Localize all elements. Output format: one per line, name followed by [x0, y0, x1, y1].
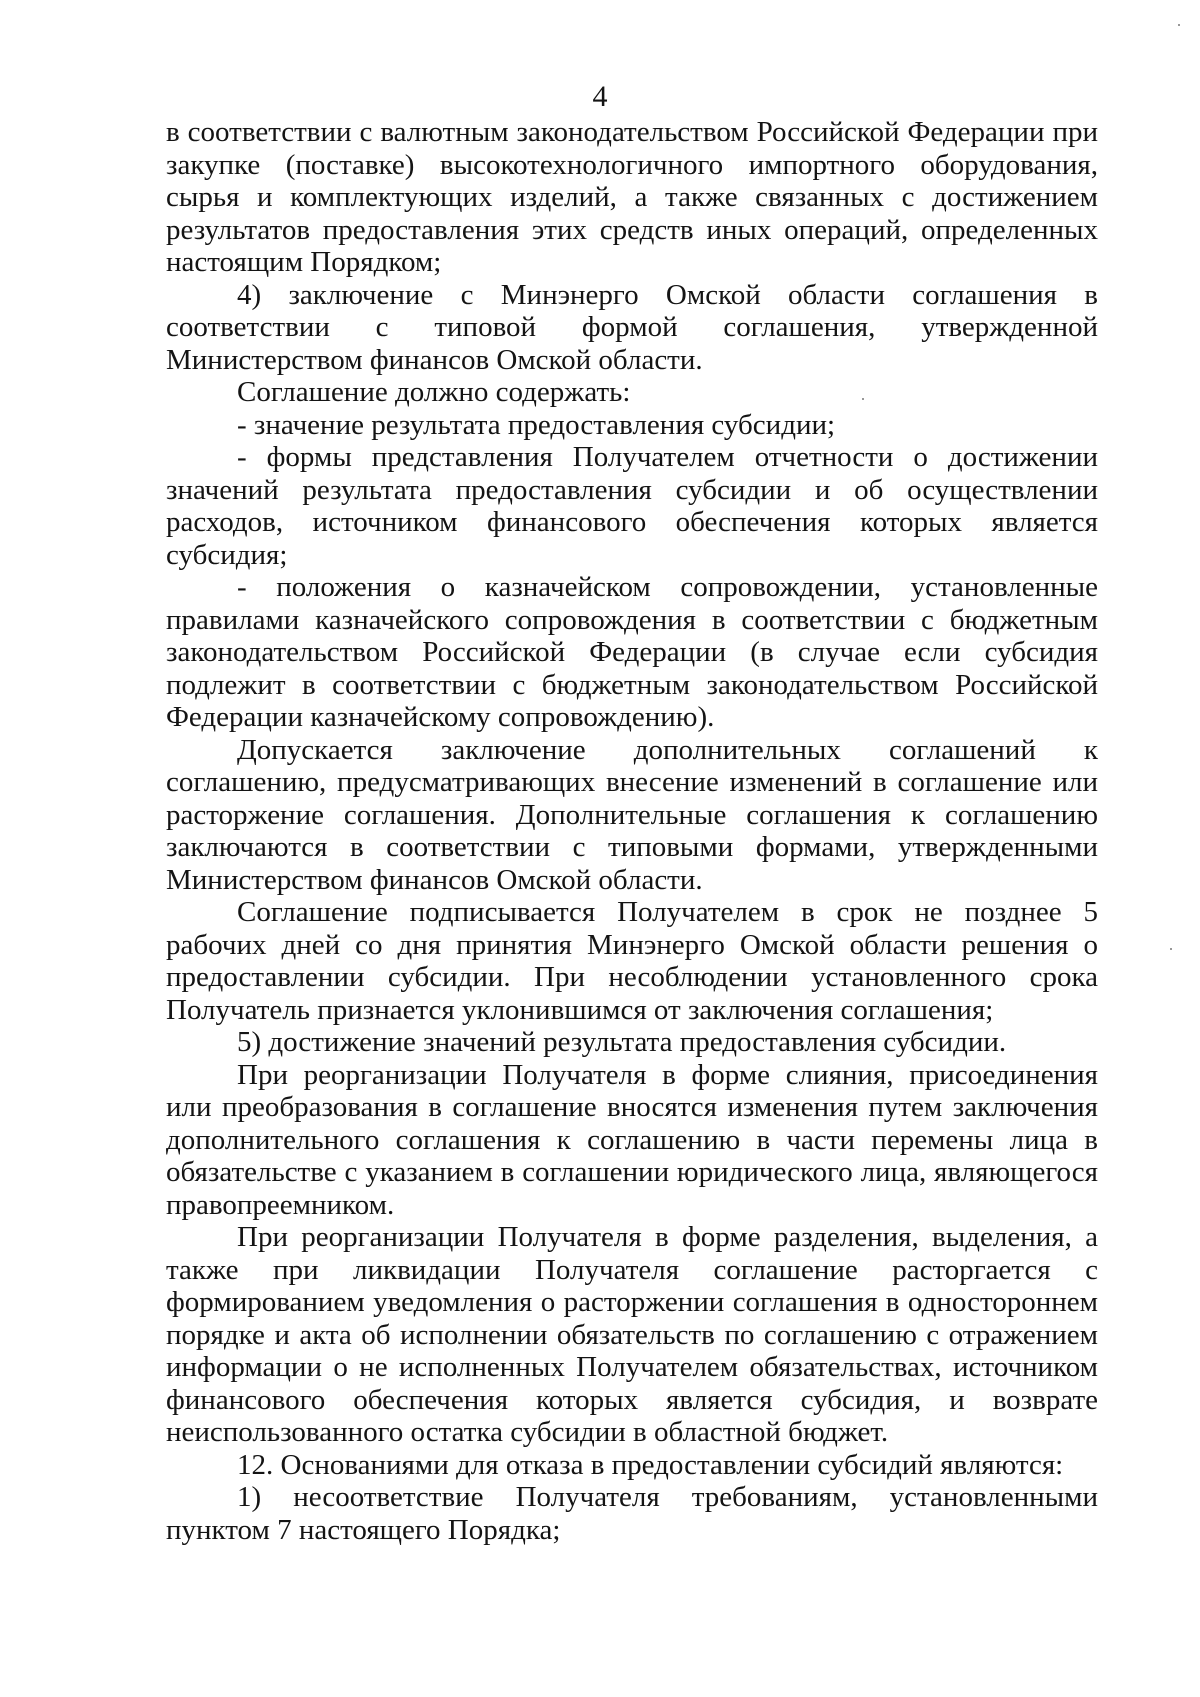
paragraph-reorganization-division: При реорганизации Получателя в форме разделения, выделения, а также при ликвидации Получателя соглашение расторгается с формированием уведомления о расторжении соглашения в одностороннем порядке и акта об исполнении обязательств по соглашению с отражением информации о не исполненных Получателем обязательствах, источником финансового обеспечения которых является субсидия, и возврате неиспользованного остатка субсидии в областной бюджет.: [166, 1221, 1098, 1448]
scan-speck: [1170, 948, 1172, 950]
page-number: 4: [592, 80, 608, 113]
paragraph-bullet-treasury-support: - положения о казначейском сопровождении, установленные правилами казначейского сопровождения в соответствии с бюджетным законодательством Российской Федерации (в случае если субсидия подлежит в соответствии с бюджетным законодательством Российской Федерации казначейскому сопровождению).: [166, 571, 1098, 733]
paragraph-reorganization-merger: При реорганизации Получателя в форме слияния, присоединения или преобразования в соглашение вносятся изменения путем заключения дополнительного соглашения к соглашению в части перемены лица в обязательстве с указанием в соглашении юридического лица, являющегося правопреемником.: [166, 1058, 1098, 1221]
paragraph-agreement-contents-intro: Соглашение должно содержать:: [237, 376, 631, 408]
paragraph-item-5-results: 5) достижение значений результата предоставления субсидии.: [237, 1026, 1007, 1058]
paragraph-bullet-reporting-forms: - формы представления Получателем отчетности о достижении значений результата предоставления субсидии и об осуществлении расходов, источником финансового обеспечения которых является субсидия;: [166, 441, 1098, 571]
paragraph-additional-agreements: Допускается заключение дополнительных соглашений к соглашению, предусматривающих внесение изменений в соглашение или расторжение соглашения. Дополнительные соглашения к соглашению заключаются в соответствии с типовыми формами, утвержденными Министерством финансов Омской области.: [166, 733, 1098, 896]
scan-speck: [1178, 24, 1180, 26]
document-body: [166, 116, 1098, 1546]
paragraph-continuation: в соответствии с валютным законодательством Российской Федерации при закупке (поставке) высокотехнологичного импортного оборудования, сырья и комплектующих изделий, а также связанных с достижением результатов предоставления этих средств иных операций, определенных настоящим Порядком;: [166, 116, 1098, 278]
paragraph-bullet-result-value: - значение результата предоставления субсидии;: [237, 408, 836, 441]
paragraph-item-4-agreement: 4) заключение с Минэнерго Омской области соглашения в соответствии с типовой формой соглашения, утвержденной Министерством финансов Омской области.: [166, 278, 1098, 376]
paragraph-refusal-ground-1: 1) несоответствие Получателя требованиям, установленными пунктом 7 настоящего Порядка;: [166, 1481, 1098, 1546]
paragraph-item-12-refusal-grounds: 12. Основаниями для отказа в предоставлении субсидий являются:: [237, 1448, 1064, 1481]
paragraph-signing-deadline: Соглашение подписывается Получателем в срок не позднее 5 рабочих дней со дня принятия Минэнерго Омской области решения о предоставлении субсидии. При несоблюдении установленного срока Получатель признается уклонившимся от заключения соглашения;: [166, 896, 1098, 1026]
scan-speck: [862, 398, 864, 400]
